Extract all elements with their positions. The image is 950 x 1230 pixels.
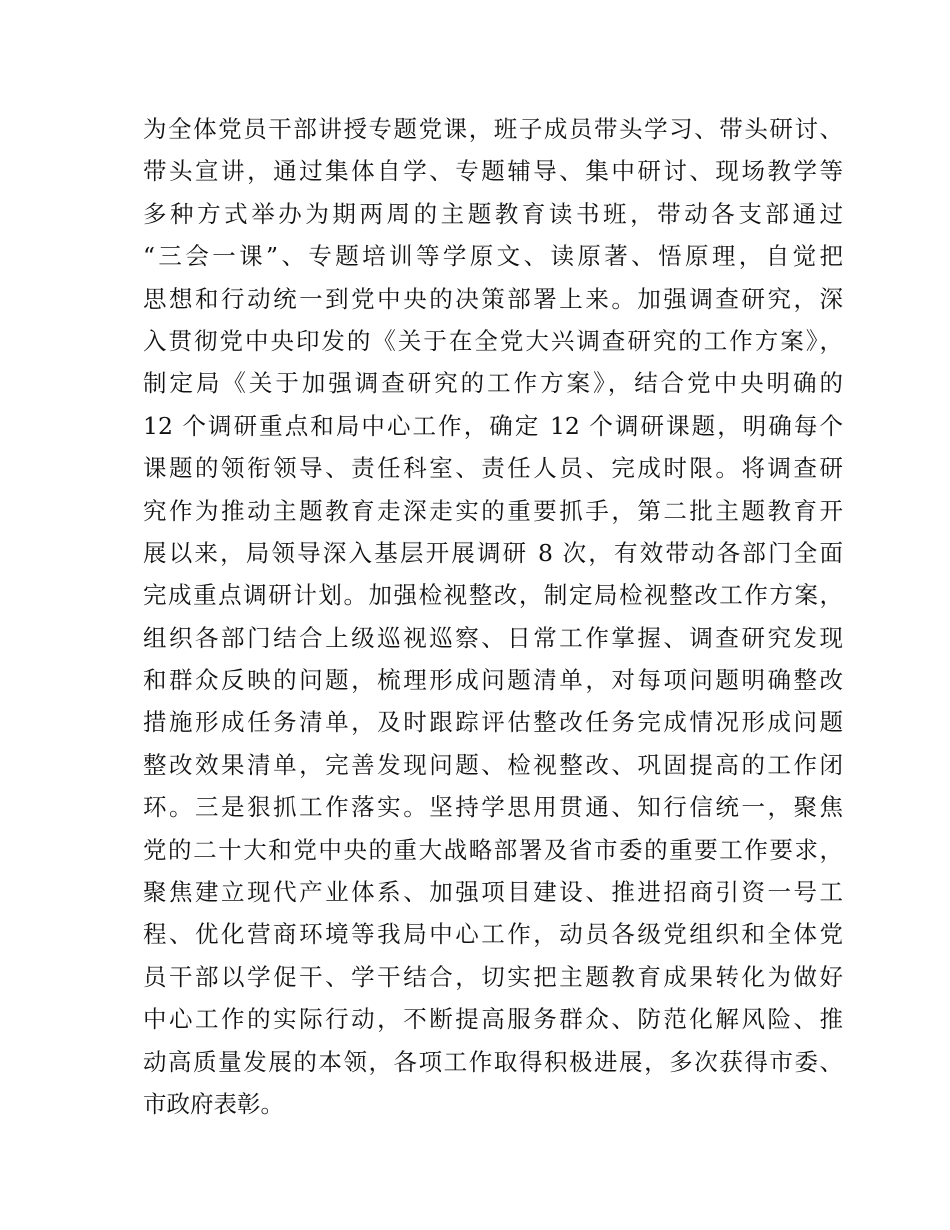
text-line-19: 聚焦建立现代产业体系、加强项目建设、推进招商引资一号工 [143,878,843,907]
text-line-9: 课题的领衔领导、责任科室、责任人员、完成时限。将调查研 [143,454,843,483]
text-line-13: 组织各部门结合上级巡视巡察、日常工作掌握、调查研究发现 [143,623,843,652]
text-line-15: 措施形成任务清单，及时跟踪评估整改任务完成情况形成问题 [143,708,843,737]
text-line-11: 展以来，局领导深入基层开展调研 8 次，有效带动各部门全面 [143,538,843,567]
text-line-14: 和群众反映的问题，梳理形成问题清单，对每项问题明确整改 [143,666,843,695]
text-line-12: 完成重点调研计划。加强检视整改，制定局检视整改工作方案， [143,581,843,610]
text-line-6: 入贯彻党中央印发的《关于在全党大兴调查研究的工作方案》， [143,326,843,355]
text-line-17: 环。三是狠抓工作落实。坚持学思用贯通、知行信统一，聚焦 [143,793,843,822]
text-line-4: “三会一课”、专题培训等学原文、读原著、悟原理，自觉把 [143,242,843,271]
text-line-5: 思想和行动统一到党中央的决策部署上来。加强调查研究，深 [143,284,843,313]
text-line-10: 究作为推动主题教育走深走实的重要抓手，第二批主题教育开 [143,496,843,525]
text-line-18: 党的二十大和党中央的重大战略部署及省市委的重要工作要求， [143,835,843,864]
text-line-20: 程、优化营商环境等我局中心工作，动员各级党组织和全体党 [143,920,843,949]
text-line-2: 带头宣讲，通过集体自学、专题辅导、集中研讨、现场教学等 [143,157,843,186]
text-line-23: 动高质量发展的本领，各项工作取得积极进展，多次获得市委、 [143,1047,843,1076]
text-line-8: 12 个调研重点和局中心工作，确定 12 个调研课题，明确每个 [143,411,843,440]
text-line-22: 中心工作的实际行动，不断提高服务群众、防范化解风险、推 [143,1005,843,1034]
text-line-16: 整改效果清单，完善发现问题、检视整改、巩固提高的工作闭 [143,750,843,779]
text-line-21: 员干部以学促干、学干结合，切实把主题教育成果转化为做好 [143,962,843,991]
text-line-24: 市政府表彰。 [143,1089,284,1118]
body-paragraph [143,108,843,1125]
text-line-7: 制定局《关于加强调查研究的工作方案》，结合党中央明确的 [143,369,843,398]
text-line-1: 为全体党员干部讲授专题党课，班子成员带头学习、带头研讨、 [143,115,843,143]
text-line-3: 多种方式举办为期两周的主题教育读书班，带动各支部通过 [143,199,843,228]
